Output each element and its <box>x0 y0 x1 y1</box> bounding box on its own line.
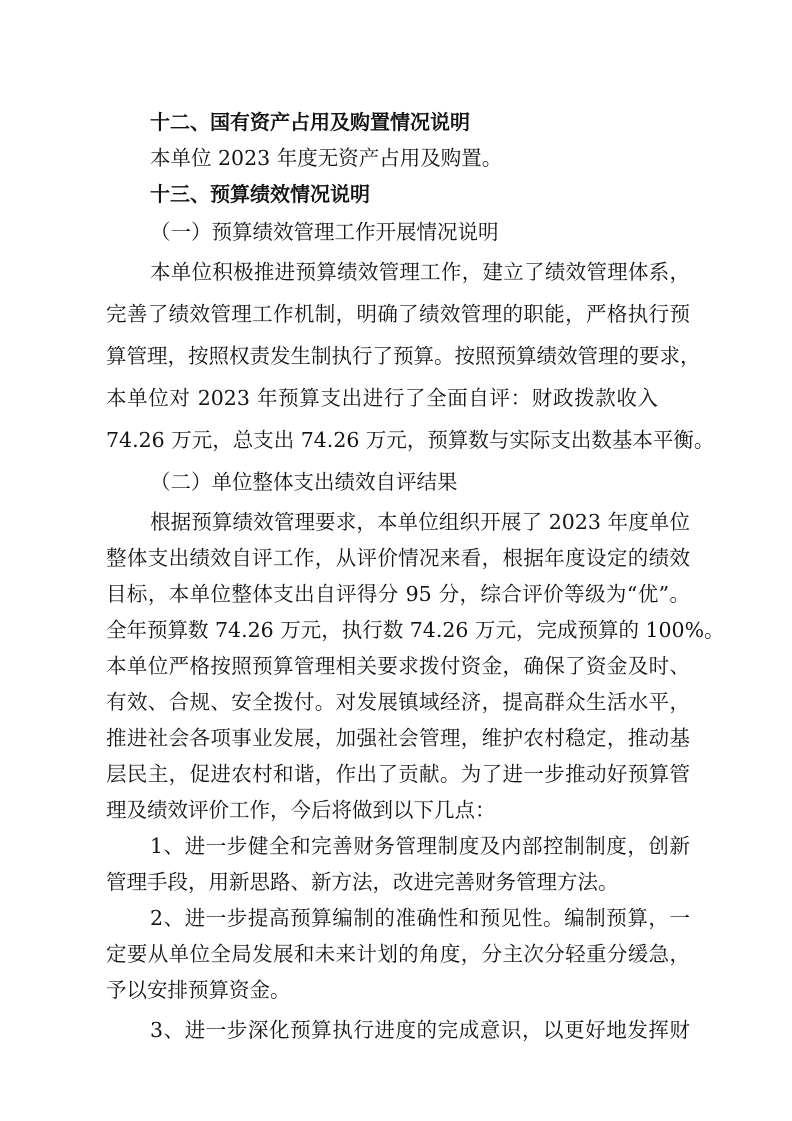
list-item-line: 予以安排预算资金。 <box>106 978 291 1002</box>
paragraph-line: 目标，本单位整体支出自评得分 95 分，综合评价等级为“优”。 <box>106 582 690 606</box>
section-12-text: 本单位 2023 年度无资产占用及购置。 <box>150 146 503 170</box>
section-13-title: 十三、预算绩效情况说明 <box>150 182 370 206</box>
list-item-line: 管理手段，用新思路、新方法，改进完善财务管理方法。 <box>106 870 619 894</box>
paragraph-line: 本单位积极推进预算绩效管理工作，建立了绩效管理体系， <box>150 260 690 284</box>
section-12-title: 十二、国有资产占用及购置情况说明 <box>150 110 470 134</box>
paragraph-line: 推进社会各项事业发展，加强社会管理，维护农村稳定，推动基 <box>106 726 690 750</box>
paragraph-line: 全年预算数 74.26 万元，执行数 74.26 万元，完成预算的 100%。 <box>106 618 725 642</box>
list-item-line: 1、进一步健全和完善财务管理制度及内部控制制度，创新 <box>150 834 690 858</box>
list-item-line: 3、进一步深化预算执行进度的完成意识，以更好地发挥财 <box>150 1018 690 1042</box>
paragraph-line: 完善了绩效管理工作机制，明确了绩效管理的职能，严格执行预 <box>106 302 690 326</box>
paragraph-line: 有效、合规、安全拨付。对发展镇域经济，提高群众生活水平， <box>106 690 690 714</box>
paragraph-line: 根据预算绩效管理要求，本单位组织开展了 2023 年度单位 <box>150 510 690 534</box>
paragraph-line: 层民主，促进农村和谐，作出了贡献。为了进一步推动好预算管 <box>106 762 690 786</box>
paragraph-line: 本单位对 2023 年预算支出进行了全面自评：财政拨款收入 <box>106 386 658 410</box>
list-item-line: 定要从单位全局发展和未来计划的角度，分主次分轻重分缓急， <box>106 942 690 966</box>
paragraph-line: 理及绩效评价工作，今后将做到以下几点： <box>106 798 496 822</box>
paragraph-line: 算管理，按照权责发生制执行了预算。按照预算绩效管理的要求， <box>106 344 701 368</box>
subsection-1-title: （一）预算绩效管理工作开展情况说明 <box>150 220 499 244</box>
paragraph-line: 整体支出绩效自评工作，从评价情况来看，根据年度设定的绩效 <box>106 546 690 570</box>
paragraph-line: 74.26 万元，总支出 74.26 万元，预算数与实际支出数基本平衡。 <box>106 428 715 452</box>
subsection-2-title: （二）单位整体支出绩效自评结果 <box>150 470 458 494</box>
paragraph-line: 本单位严格按照预算管理相关要求拨付资金，确保了资金及时、 <box>106 654 690 678</box>
list-item-line: 2、进一步提高预算编制的准确性和预见性。编制预算，一 <box>150 906 690 930</box>
